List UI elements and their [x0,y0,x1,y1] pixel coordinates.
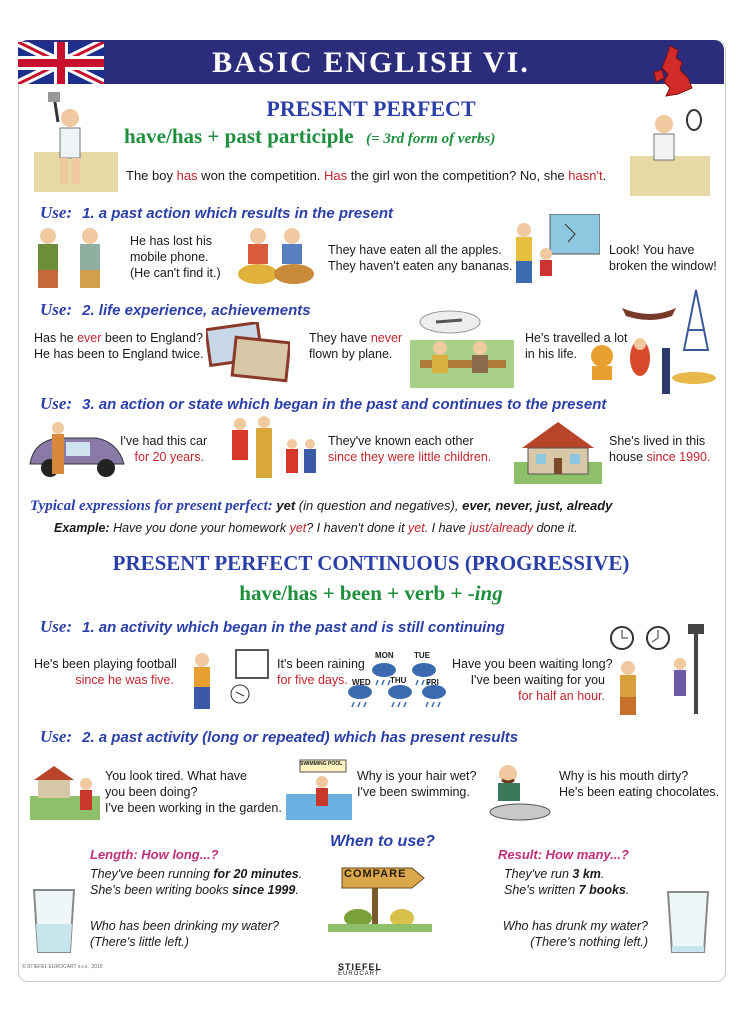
line: since they were little children. [328,450,492,464]
line: Look! You have [609,243,695,257]
ex-verb: has [176,168,198,183]
ppc-formula [0,581,742,606]
pp-use-2 [40,300,311,320]
ex-keyword: just/already [469,521,534,535]
line: for 20 years. [134,450,204,464]
line: (He can't find it.) [130,266,221,280]
ex-keyword: yet [408,521,425,535]
pp-ex-2a [34,330,204,362]
use-text: 1. an activity which began in the past and is still continuing [82,619,505,636]
pp-ex-1b [328,242,512,274]
chocolate-boy-illustration [484,760,554,826]
formula-text: have/has + been + verb + [239,581,468,605]
pool-sign-text: SWIMMING POOL [300,761,343,767]
ex-text: They've run [504,867,573,881]
england-postcards-illustration [206,322,290,384]
line: She's lived in this [609,434,706,448]
pp-ex-3a [120,433,208,465]
ex-text: The boy [126,168,177,183]
day-tue: TUE [414,651,430,660]
present-perfect-title: PRESENT PERFECT [266,96,476,121]
ex-text: . [625,883,630,897]
result-heading: Result: How many...? [498,847,629,862]
use-text: 1. a past action which results in the present [82,205,394,222]
right-question [500,918,648,950]
ex-text: She's written [504,883,579,897]
page-title: BASIC ENGLISH VI. [212,46,530,79]
ppc-ex-2c [559,768,719,800]
use-text: 2. a past activity (long or repeated) which has present results [82,729,519,746]
ppc-use-2 [40,727,518,747]
line: since he was five. [75,673,174,687]
left-question [90,918,279,950]
ex-keyword: since 1999 [232,883,296,897]
line: Who has been drinking my water? [90,919,279,933]
house-illustration [514,418,602,484]
use-label: Use: [40,203,73,222]
line: in his life. [525,347,578,361]
couple-past-present-illustration [226,416,322,488]
length-examples [90,866,302,898]
day-thu: THU [390,676,407,685]
line: I've been swimming. [357,785,470,799]
clocks-waiting-illustration [608,624,718,718]
pp-use-3 [40,394,606,414]
pp-use-1 [40,203,393,223]
typical-example [54,521,578,535]
ex-text: . I have [424,521,470,535]
typical-expressions [30,498,612,515]
ex-keyword: for 20 minutes [213,867,299,881]
typical-label: Typical expressions for present perfect: [30,498,273,514]
pp-example-sentence [126,168,606,184]
fruit-stall-illustration [236,224,318,290]
broken-window-illustration [510,214,600,290]
pp-ex-2b [309,330,402,362]
formula-ing: -ing [467,581,503,605]
swimming-pool-illustration [286,758,352,820]
line: They've known each other [328,434,474,448]
footer-copyright: © STIEFEL EUROCART s.r.o., 2010 [22,964,103,970]
ex-keyword: yet [289,521,307,535]
line: Have you been waiting long? [452,657,613,671]
line: He's travelled a lot [525,331,628,345]
use-label: Use: [40,300,73,319]
formula-note: (= 3rd form of verbs) [366,131,496,147]
line: It's been raining [277,657,365,671]
ex-text: She's been writing books [90,883,233,897]
use-text: 3. an action or state which began in the past and continues to the present [82,396,607,413]
line: mobile phone. [130,250,209,264]
footer-brand: STIEFEL [338,962,383,972]
ppc-ex-1a [34,656,177,688]
use-label: Use: [40,617,73,636]
present-perfect-continuous-title: PRESENT PERFECT CONTINUOUS (PROGRESSIVE) [112,551,630,575]
footer-brand-sub: EUROCART [338,971,380,977]
ex-verb: hasn't [568,168,603,183]
line: Why is his mouth dirty? [559,769,689,783]
typical-note: (in question and negatives), [295,498,463,513]
ex-text: . [600,867,605,881]
pp-ex-3b [328,433,491,465]
ppc-use-1 [40,617,505,637]
line: Who has drunk my water? [502,919,648,933]
ppc-ex-1c [452,656,613,704]
garden-work-illustration [30,762,100,820]
pp-ex-3c [609,433,710,465]
ex-text: won the competition. [197,168,325,183]
ex-text: . [298,867,303,881]
ex-text: Have you done your homework [109,521,290,535]
use-label: Use: [40,394,73,413]
ex-text: . [602,168,607,183]
ex-verb: Has [324,168,348,183]
length-heading: Length: How long...? [90,847,219,862]
line: you been doing? [105,785,198,799]
ex-keyword: 7 books [578,883,626,897]
use-label: Use: [40,727,73,746]
ex-text: been to England? [101,331,203,345]
ex-text: the girl won the competition? No, she [347,168,569,183]
uk-map-icon [648,44,698,98]
ex-keyword: never [370,331,403,345]
glass-empty-icon [664,890,712,954]
line: (There's nothing left.) [530,935,648,949]
formula-text: have/has + past participle [124,124,354,148]
ex-keyword: since 1990. [646,450,711,464]
pp-ex-1a [130,233,221,281]
tennis-girl-illustration [630,106,710,198]
when-to-use-heading: When to use? [330,833,435,850]
ex-text: They have [309,331,371,345]
line: Why is your hair wet? [357,769,477,783]
line: He's been playing football [34,657,177,671]
use-text: 2. life experience, achievements [82,302,311,319]
line: They have eaten all the apples. [328,243,502,257]
line: I've been working in the garden. [105,801,282,815]
result-examples [504,866,629,898]
ppc-ex-2b [357,768,476,800]
line: He has been to England twice. [34,347,204,361]
tennis-boy-illustration [34,92,118,196]
ex-text: Has he [34,331,78,345]
line: for five days. [277,673,348,687]
ex-text: . [295,883,299,897]
day-fri: FRI [426,678,439,687]
football-boy-illustration [180,648,272,716]
ex-text: done it. [533,521,578,535]
ex-keyword: 3 km [572,867,601,881]
typical-words: ever, never, just, already [462,498,613,513]
bench-couple-illustration [410,310,514,388]
line: I've been waiting for you [470,673,605,687]
line: They haven't eaten any bananas. [328,259,513,273]
ex-keyword: ever [77,331,102,345]
present-perfect-formula [124,124,495,149]
day-mon: MON [375,651,394,660]
ppc-ex-2a [105,768,282,816]
ex-text: house [609,450,647,464]
example-label: Example: [54,521,110,535]
line: for half an hour. [518,689,605,703]
glass-half-full-icon [30,888,78,954]
pp-ex-1c [609,242,717,274]
ex-text: ? I haven't done it [306,521,409,535]
typical-yet: yet [276,498,296,513]
line: flown by plane. [309,347,393,361]
line: He's been eating chocolates. [559,785,720,799]
travel-souvenirs-illustration [576,286,724,398]
day-wed: WED [352,678,371,687]
line: broken the window! [609,259,717,273]
old-car-illustration [26,420,128,482]
lost-phone-illustration [30,224,118,290]
compare-sign-text: COMPARE [344,868,407,880]
line: (There's little left.) [90,935,189,949]
line: You look tired. What have [105,769,247,783]
line: I've had this car [120,434,208,448]
ex-text: They've been running [90,867,214,881]
line: He has lost his [130,234,212,248]
